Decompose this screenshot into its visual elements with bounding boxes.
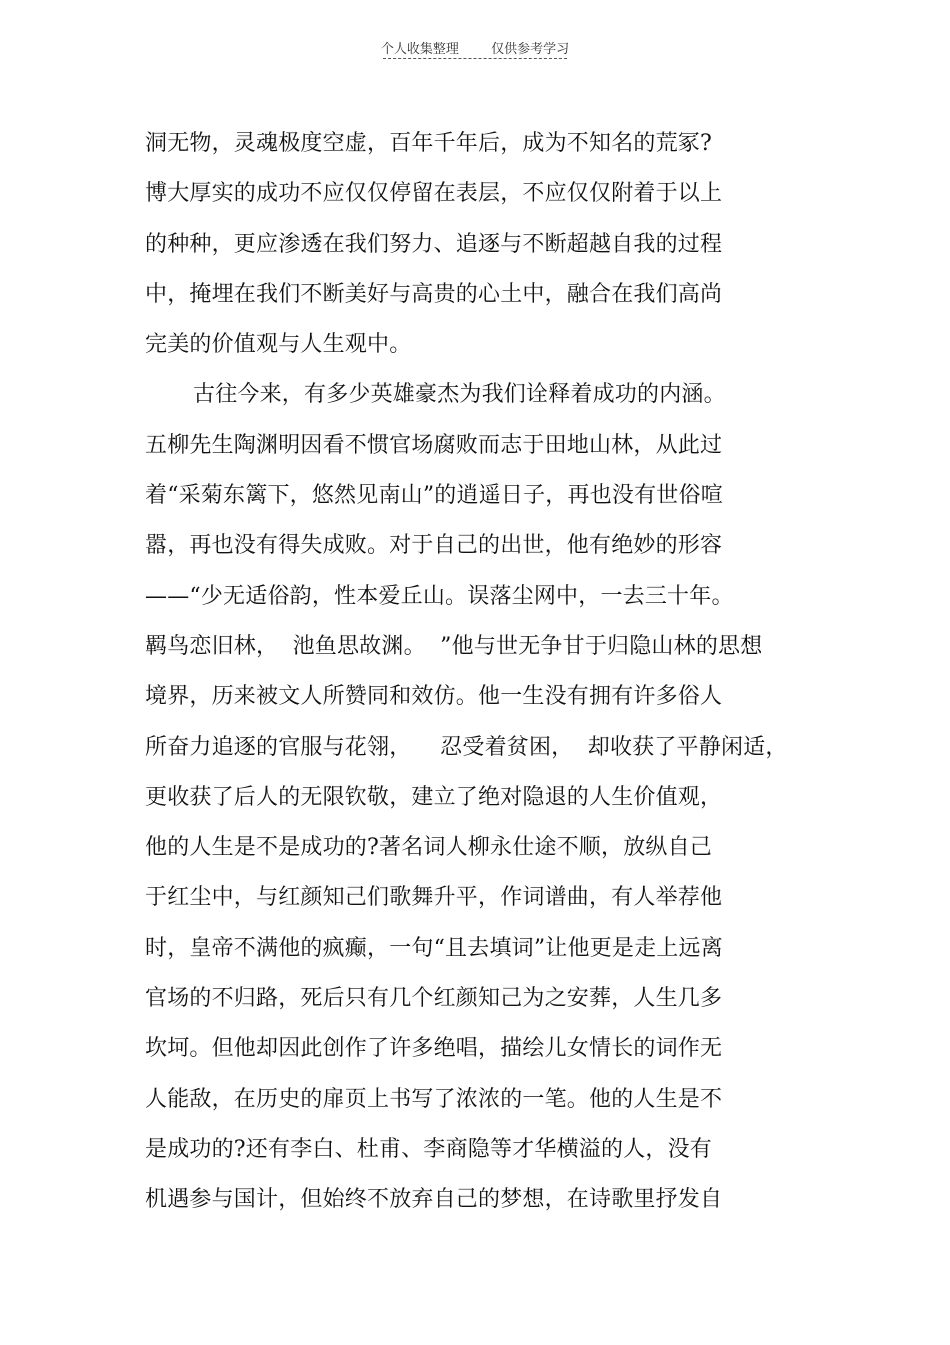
header-right-text: 仅供参考学习 — [491, 42, 570, 57]
text-line: 所奋力追逐的官服与花翎， 忍受着贫困， 却收获了平静闲适， — [145, 734, 788, 760]
text-line: 于红尘中，与红颜知己们歌舞升平，作词谱曲，有人举荐他 — [145, 885, 723, 911]
text-line: 是成功的?还有李白、杜甫、李商隐等才华横溢的人，没有 — [145, 1136, 712, 1162]
text-line: 羁鸟恋旧林， 池鱼思故渊。 ”他与世无争甘于归隐山林的思想 — [145, 633, 763, 659]
text-line: 的种种，更应渗透在我们努力、追逐与不断超越自我的过程 — [145, 231, 723, 257]
text-line: 博大厚实的成功不应仅仅停留在表层，不应仅仅附着于以上 — [145, 181, 723, 207]
text-line: 官场的不归路，死后只有几个红颜知己为之安葬，人生几多 — [145, 986, 723, 1012]
text-line: 完美的价值观与人生观中。 — [145, 332, 412, 358]
body-text — [145, 126, 845, 1233]
header-left-text: 个人收集整理 — [380, 42, 459, 57]
text-line: 时，皇帝不满他的疯癫，一句“且去填词”让他更是走上远离 — [145, 935, 723, 961]
text-line: 人能敌，在历史的扉页上书写了浓浓的一笔。他的人生是不 — [145, 1086, 723, 1112]
text-line: 洞无物，灵魂极度空虚，百年千年后，成为不知名的荒冢? — [145, 131, 712, 156]
text-line: 他的人生是不是成功的?著名词人柳永仕途不顺，放纵自己 — [145, 835, 712, 861]
text-line: 中，掩埋在我们不断美好与高贵的心土中，融合在我们高尚 — [145, 281, 723, 307]
text-line: 五柳先生陶渊明因看不惯官场腐败而志于田地山林，从此过 — [145, 432, 723, 458]
paragraph-start-line: 古往今来，有多少英雄豪杰为我们诠释着成功的内涵。 — [193, 382, 726, 408]
text-line: 着“采菊东篱下，悠然见南山”的逍遥日子，再也没有世俗喧 — [145, 483, 723, 509]
text-line: 机遇参与国计，但始终不放弃自己的梦想，在诗歌里抒发自 — [145, 1187, 723, 1213]
text-line: ——“少无适俗韵，性本爱丘山。误落尘网中，一去三十年。 — [145, 583, 734, 609]
page-header — [0, 38, 950, 57]
header-rule — [383, 58, 567, 59]
text-line: 嚣，再也没有得失成败。对于自己的出世，他有绝妙的形容 — [145, 533, 723, 559]
text-line: 坎坷。但他却因此创作了许多绝唱，描绘儿女情长的词作无 — [145, 1036, 723, 1062]
text-line: 境界，历来被文人所赞同和效仿。他一生没有拥有许多俗人 — [145, 684, 723, 710]
text-line: 更收获了后人的无限钦敬，建立了绝对隐退的人生价值观， — [145, 784, 723, 810]
